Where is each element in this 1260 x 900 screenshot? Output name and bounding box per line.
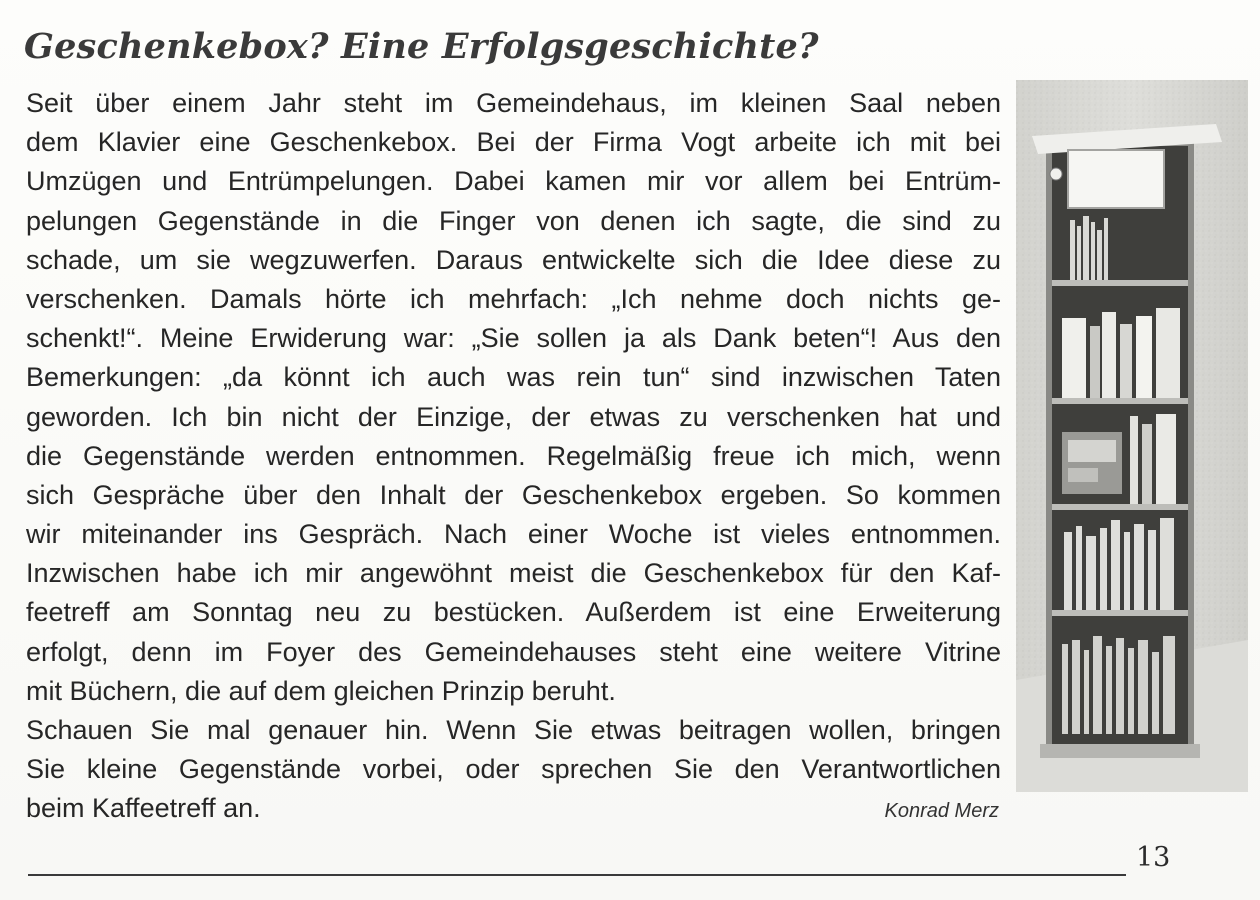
body-line: sich Gespräche über den Inhalt der Geschenkebox ergeben. So kommen xyxy=(26,479,1001,510)
body-line: wir miteinander ins Gespräch. Nach einer Woche ist vieles entnommen. xyxy=(26,519,1001,550)
body-line: Inzwischen habe ich mir angewöhnt meist die Geschenkebox für den Kaf- xyxy=(26,558,1001,589)
body-line: schenkt!“. Meine Erwiderung war: „Sie sollen ja als Dank beten“! Aus den xyxy=(26,323,1001,354)
body-line: schade, um sie wegzuwerfen. Daraus entwickelte sich die Idee diese zu xyxy=(26,244,1001,275)
author-name: Konrad Merz xyxy=(884,800,999,823)
body-line: Umzügen und Entrümpelungen. Dabei kamen mir vor allem bei Entrüm- xyxy=(26,166,1001,197)
body-line: dem Klavier eine Geschenkebox. Bei der Firma Vogt arbeite ich mit bei xyxy=(26,127,1001,158)
body-line: die Gegenstände werden entnommen. Regelmäßig freue ich mich, wenn xyxy=(26,440,1001,471)
page-number: 13 xyxy=(1136,842,1171,873)
body-line: mit Büchern, die auf dem gleichen Prinzip beruht. xyxy=(26,675,616,706)
closing-row xyxy=(26,789,1001,828)
body-line: Bemerkungen: „da könnt ich auch was rein tun“ sind inzwischen Taten xyxy=(26,362,1001,393)
body-line: verschenken. Damals hörte ich mehrfach: „Ich nehme doch nichts ge- xyxy=(26,283,1001,314)
body-line: Sie kleine Gegenstände vorbei, oder sprechen Sie den Verantwortlichen xyxy=(26,754,1001,785)
article-title: Geschenkebox? Eine Erfolgsgeschichte? xyxy=(24,26,819,67)
body-line: Schauen Sie mal genauer hin. Wenn Sie etwas beitragen wollen, bringen xyxy=(26,715,1001,745)
bookshelf-icon xyxy=(1016,80,1248,792)
article-body xyxy=(26,84,1001,829)
body-line: pelungen Gegenstände in die Finger von denen ich sagte, die sind zu xyxy=(26,205,1001,236)
footer-rule xyxy=(28,874,1126,876)
body-line: geworden. Ich bin nicht der Einzige, der etwas zu verschenken hat und xyxy=(26,401,1001,432)
body-line: feetreff am Sonntag neu zu bestücken. Außerdem ist eine Erweiterung xyxy=(26,597,1001,628)
bookshelf-photo xyxy=(1016,80,1248,792)
closing-line: beim Kaffeetreff an. xyxy=(26,793,261,824)
body-line: Seit über einem Jahr steht im Gemeindehaus, im kleinen Saal neben xyxy=(26,88,1001,118)
body-line: erfolgt, denn im Foyer des Gemeindehauses steht eine weitere Vitrine xyxy=(26,636,1001,667)
